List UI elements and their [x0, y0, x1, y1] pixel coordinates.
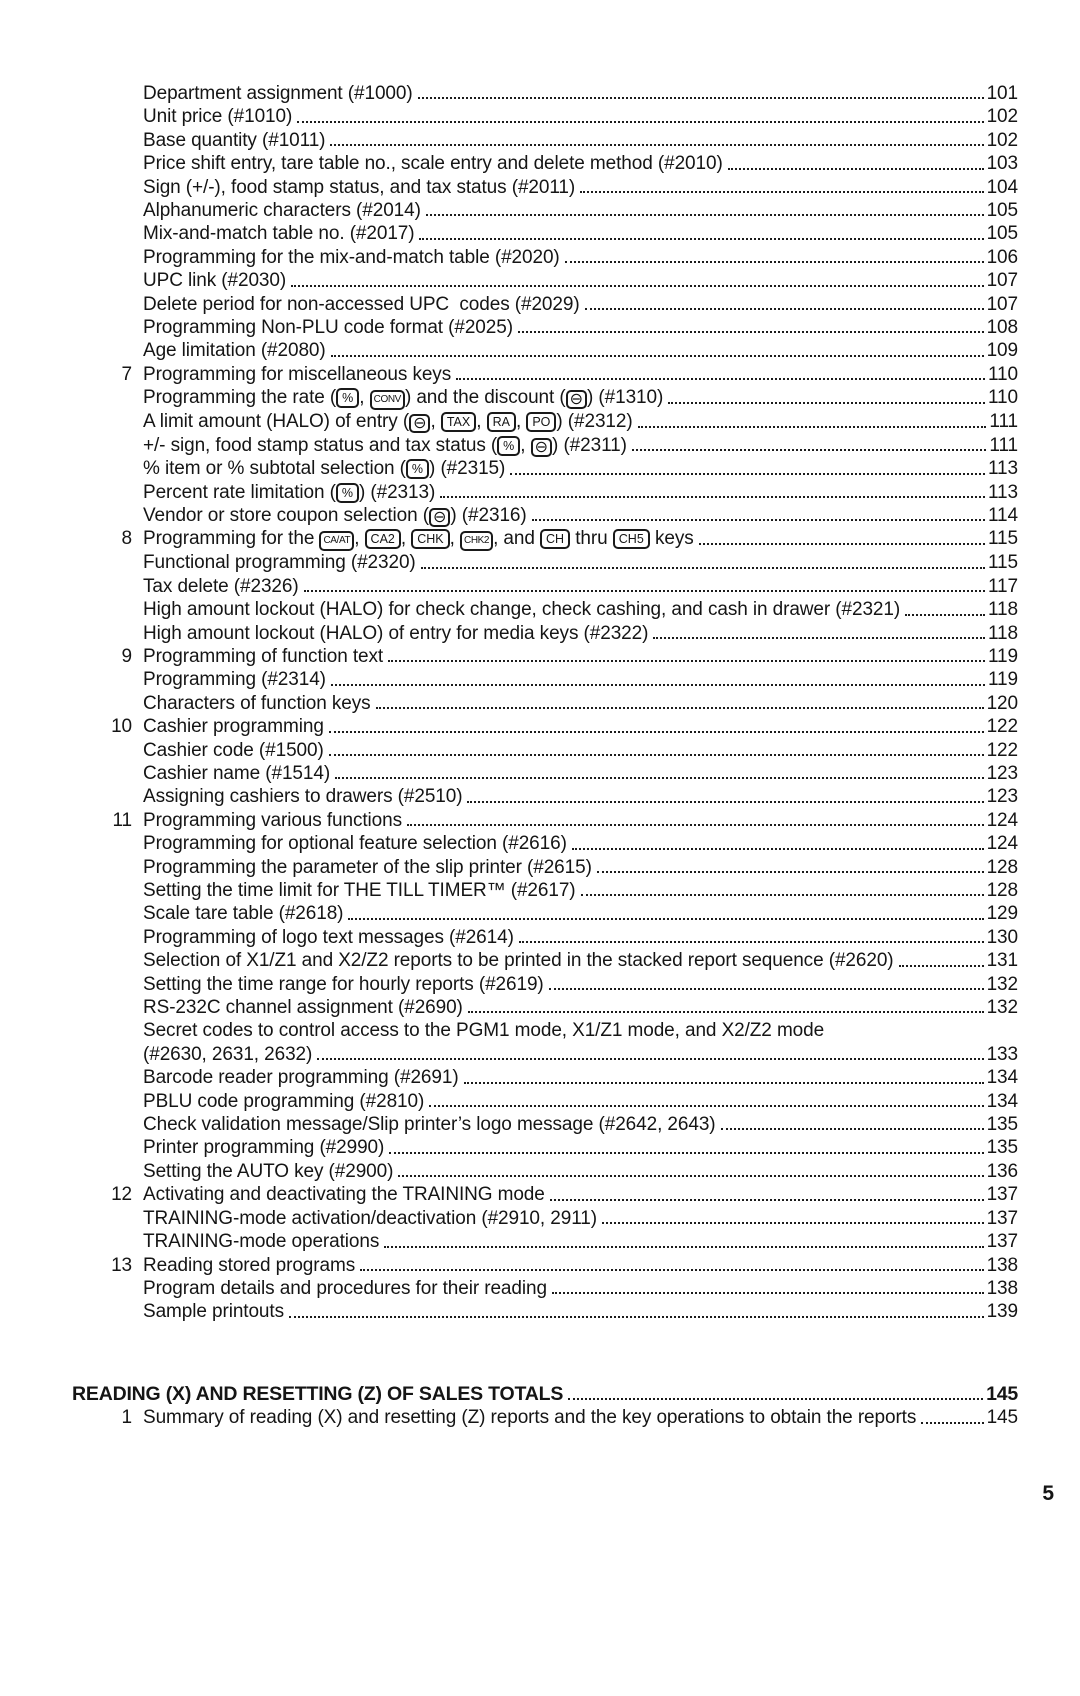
- percent-keycap-icon: %: [336, 483, 359, 503]
- discount-keycap-icon: ⊖: [409, 414, 430, 433]
- toc-entry-label: Printer programming (#2990): [143, 1137, 385, 1159]
- toc-entry: [72, 434, 1018, 457]
- dot-leader: [550, 1199, 984, 1201]
- toc-entry: [72, 1230, 1018, 1253]
- toc-entry: [72, 715, 1018, 738]
- dot-leader: [329, 754, 984, 756]
- toc-entry-label: High amount lockout (HALO) for check change, check cashing, and cash in drawer (#2321): [143, 599, 901, 621]
- label-text: Programming the rate (: [143, 387, 337, 409]
- toc-entry: [72, 152, 1018, 175]
- percent-keycap-icon: %: [497, 436, 520, 456]
- conversion-keycap-icon: CONV: [370, 390, 405, 410]
- label-text: ) (#2315): [429, 458, 506, 480]
- toc-entry-label: Programming of logo text messages (#2614): [143, 926, 514, 948]
- label-text: ) (#2312): [556, 411, 633, 433]
- label-text: ,: [354, 528, 365, 550]
- toc-entry-page: 109: [986, 340, 1018, 362]
- toc-entry: [72, 246, 1018, 269]
- dot-leader: [668, 402, 985, 404]
- toc-entry-page: 113: [988, 481, 1018, 503]
- toc-entry: [72, 1406, 1018, 1429]
- toc-entry-page: 102: [986, 106, 1018, 128]
- dot-leader: [580, 191, 983, 193]
- toc-entry: [72, 785, 1018, 808]
- toc-entry-page: 119: [988, 669, 1018, 691]
- toc-entry: [72, 1254, 1018, 1277]
- toc-entry-label: Unit price (#1010): [143, 106, 293, 128]
- dot-leader: [297, 121, 983, 123]
- label-text: ,: [449, 528, 460, 550]
- toc-entry-page: 117: [988, 575, 1018, 597]
- percent-keycap-icon: %: [406, 459, 429, 479]
- toc-entry: [72, 1019, 1018, 1042]
- toc-entry-label: [143, 457, 505, 480]
- toc-entry-page: 115: [988, 552, 1018, 574]
- toc-entry-label: Program details and procedures for their reading: [143, 1277, 547, 1299]
- toc-entry-number: 7: [121, 363, 132, 385]
- toc-entry-label: [143, 386, 663, 410]
- toc-entry: [72, 809, 1018, 832]
- toc-entry-label: Sign (+/-), food stamp status, and tax status (#2011): [143, 176, 576, 198]
- toc-entry-page: 132: [986, 973, 1018, 995]
- dot-leader: [384, 1246, 983, 1248]
- toc-entry-label: Base quantity (#1011): [143, 129, 326, 151]
- dot-leader: [581, 894, 984, 896]
- dot-leader: [331, 355, 984, 357]
- toc-entry-page: 105: [986, 223, 1018, 245]
- dot-leader: [568, 1398, 983, 1400]
- toc-entry: [72, 1207, 1018, 1230]
- dot-leader: [899, 965, 984, 967]
- toc-entry: [72, 199, 1018, 222]
- dot-leader: [335, 777, 984, 779]
- toc-entry-page: 119: [988, 645, 1018, 667]
- dot-leader: [348, 918, 983, 920]
- toc-entry: [72, 1043, 1018, 1066]
- toc-entry-page: 128: [986, 856, 1018, 878]
- toc-entry: [72, 996, 1018, 1019]
- dot-leader: [653, 637, 985, 639]
- toc-entry-label: Assigning cashiers to drawers (#2510): [143, 786, 463, 808]
- dot-leader: [585, 308, 984, 310]
- toc-entry-label: UPC link (#2030): [143, 270, 287, 292]
- dot-leader: [905, 614, 985, 616]
- toc-entry-page: 132: [986, 997, 1018, 1019]
- dot-leader: [565, 261, 984, 263]
- dot-leader: [429, 1105, 983, 1107]
- ca2-keycap-icon: CA2: [365, 529, 401, 549]
- dot-leader: [376, 707, 984, 709]
- label-text: ) (#2316): [450, 504, 527, 526]
- dot-leader: [388, 660, 985, 662]
- toc-entry-page: 130: [986, 926, 1018, 948]
- dot-leader: [330, 144, 983, 146]
- toc-entry: [72, 1113, 1018, 1136]
- label-text: ,: [476, 411, 487, 433]
- label-text: thru: [570, 528, 613, 550]
- toc-entry-label: Summary of reading (X) and resetting (Z) reports and the key operations to obtain the reports: [143, 1407, 917, 1429]
- label-text: ,: [359, 387, 370, 409]
- toc-entry-label: Age limitation (#2080): [143, 340, 326, 362]
- toc-entry: [72, 1183, 1018, 1206]
- dot-leader: [289, 1316, 984, 1318]
- dot-leader: [440, 496, 985, 498]
- toc-entry-page: 131: [986, 950, 1018, 972]
- toc-entry: [72, 269, 1018, 292]
- toc-entry-label: Setting the AUTO key (#2900): [143, 1160, 394, 1182]
- toc-entry-page: 111: [989, 434, 1018, 456]
- toc-entry-page: 136: [986, 1160, 1018, 1182]
- toc-entry-page: 124: [986, 809, 1018, 831]
- tax-keycap-icon: TAX: [441, 412, 476, 432]
- toc-entry: [72, 504, 1018, 527]
- toc-entry-label: Activating and deactivating the TRAINING mode: [143, 1184, 545, 1206]
- dot-leader: [419, 238, 983, 240]
- toc-entry-label: High amount lockout (HALO) of entry for media keys (#2322): [143, 622, 649, 644]
- label-text: ,: [515, 411, 527, 433]
- toc-entry-label: Programming for optional feature selection (#2616): [143, 833, 567, 855]
- toc-entry: [72, 739, 1018, 762]
- dot-leader: [510, 473, 985, 475]
- toc-entry-page: 134: [986, 1090, 1018, 1112]
- toc-entry: [72, 481, 1018, 504]
- discount-keycap-icon: ⊖: [429, 508, 450, 527]
- toc-entry: [72, 363, 1018, 386]
- toc-entry-label: Programming the parameter of the slip printer (#2615): [143, 856, 592, 878]
- toc-entry-label: Functional programming (#2320): [143, 552, 416, 574]
- toc-entry-page: 123: [986, 786, 1018, 808]
- toc-entry-page: 129: [986, 903, 1018, 925]
- toc-entry-page: 134: [986, 1067, 1018, 1089]
- toc-entry-label: Department assignment (#1000): [143, 83, 413, 104]
- toc-entry: [72, 879, 1018, 902]
- dot-leader: [721, 1128, 984, 1130]
- label-text: A limit amount (HALO) of entry (: [143, 411, 410, 433]
- toc-entry-page: 107: [986, 270, 1018, 292]
- toc-entry-label: [143, 434, 627, 457]
- dot-leader: [467, 801, 983, 803]
- toc-entry-page: 137: [986, 1207, 1018, 1229]
- label-text: % item or % subtotal selection (: [143, 458, 406, 480]
- toc-entry-number: 12: [111, 1184, 132, 1206]
- dot-leader: [638, 426, 987, 428]
- toc-entry: [72, 762, 1018, 785]
- toc-entry: [72, 1160, 1018, 1183]
- toc-entry-label: Sample printouts: [143, 1301, 284, 1323]
- toc-entry-label: [143, 527, 694, 551]
- toc-entry-page: 133: [986, 1043, 1018, 1065]
- toc-entry-label: Characters of function keys: [143, 692, 371, 714]
- toc-entry-page: 118: [988, 622, 1018, 644]
- po-keycap-icon: PO: [526, 412, 556, 432]
- dot-leader: [572, 848, 984, 850]
- toc-entry-number: 11: [112, 809, 132, 831]
- toc-entry: [72, 129, 1018, 152]
- toc-entry: [72, 339, 1018, 362]
- toc-entry-page: 124: [986, 833, 1018, 855]
- toc-entry-label: Programming for the mix-and-match table (#2020): [143, 246, 560, 268]
- dot-leader: [549, 988, 984, 990]
- dot-leader: [728, 168, 984, 170]
- toc-entry-page: 122: [986, 716, 1018, 738]
- toc-entry-label: Secret codes to control access to the PGM1 mode, X1/Z1 mode, and X2/Z2 mode: [143, 1020, 825, 1042]
- toc-entry: [72, 1136, 1018, 1159]
- label-text: Vendor or store coupon selection (: [143, 504, 429, 526]
- toc-entry-page: 123: [986, 762, 1018, 784]
- toc-entry: [72, 926, 1018, 949]
- label-text: Percent rate limitation (: [143, 481, 336, 503]
- toc-entry: [72, 457, 1018, 480]
- toc-entry-label: (#2630, 2631, 2632): [143, 1043, 313, 1065]
- toc-entry-label: [143, 504, 527, 527]
- toc-entry-page: 135: [986, 1114, 1018, 1136]
- toc-entry: [72, 1300, 1018, 1323]
- toc-entry: [72, 293, 1018, 316]
- toc-entry: [72, 622, 1018, 645]
- toc-entry-page: 103: [986, 153, 1018, 175]
- toc-entry: [72, 527, 1018, 551]
- toc-entry-label: Reading stored programs: [143, 1254, 356, 1276]
- toc-entry-page: 138: [986, 1277, 1018, 1299]
- toc-entry-page: 104: [986, 176, 1018, 198]
- toc-entry-label: Delete period for non-accessed UPC codes (#2029): [143, 293, 580, 315]
- dot-leader: [360, 1269, 984, 1271]
- chk2-keycap-icon: CHK2: [460, 531, 493, 551]
- toc-entry: [72, 386, 1018, 410]
- toc-entry-page: 128: [986, 880, 1018, 901]
- toc-entry: [72, 222, 1018, 245]
- toc-entry-page: 145: [986, 1382, 1018, 1405]
- toc-entry-page: 106: [986, 246, 1018, 268]
- toc-entry-page: 122: [986, 739, 1018, 761]
- toc-entry-page: 135: [986, 1137, 1018, 1159]
- toc-entry-page: 137: [986, 1184, 1018, 1206]
- label-text: , and: [493, 528, 541, 550]
- toc-entry-label: Cashier programming: [143, 716, 324, 738]
- dot-leader: [632, 449, 987, 451]
- label-text: ) (#2313): [358, 481, 436, 503]
- toc-entry: [72, 551, 1018, 574]
- percent-keycap-icon: %: [336, 388, 359, 408]
- dot-leader: [291, 285, 984, 287]
- label-text: ,: [520, 434, 531, 456]
- toc-entry-page: 101: [986, 83, 1018, 104]
- toc-entry-label: READING (X) AND RESETTING (Z) OF SALES TOTALS: [72, 1382, 564, 1405]
- toc-entry-page: 111: [989, 411, 1018, 433]
- label-text: ) (#1310): [587, 387, 664, 409]
- toc-entry: [72, 902, 1018, 925]
- toc-entry-page: 113: [988, 458, 1018, 480]
- toc-entry-number: 8: [121, 528, 132, 550]
- label-text: ) (#2311): [552, 434, 627, 456]
- toc-entry: [72, 176, 1018, 199]
- toc-entry: [72, 410, 1018, 433]
- dot-leader: [921, 1422, 983, 1424]
- label-text: ,: [400, 528, 412, 550]
- label-text: Programming for the: [143, 528, 320, 550]
- toc-entry-page: 138: [986, 1254, 1018, 1276]
- toc-entry: [72, 949, 1018, 972]
- toc-entry-label: Cashier code (#1500): [143, 739, 324, 761]
- toc-entry-label: [143, 481, 435, 504]
- toc-entry-label: Mix-and-match table no. (#2017): [143, 223, 415, 245]
- ra-keycap-icon: RA: [487, 412, 516, 432]
- toc-entry-label: Programming various functions: [143, 809, 402, 831]
- toc-entry-label: TRAINING-mode activation/deactivation (#2910, 2911): [143, 1207, 597, 1229]
- toc-entry-label: Programming (#2314): [143, 669, 326, 691]
- dot-leader: [464, 1082, 984, 1084]
- toc-entry-label: Programming Non-PLU code format (#2025): [143, 317, 513, 339]
- toc-entry-number: 10: [111, 716, 132, 738]
- dot-leader: [597, 871, 984, 873]
- dot-leader: [518, 331, 984, 333]
- dot-leader: [552, 1292, 984, 1294]
- dot-leader: [389, 1152, 983, 1154]
- dot-leader: [602, 1222, 984, 1224]
- toc-entry-label: Barcode reader programming (#2691): [143, 1067, 459, 1089]
- toc-entry-label: Programming of function text: [143, 645, 384, 667]
- toc-entry-label: Setting the time range for hourly reports (#2619): [143, 973, 544, 995]
- toc-entry-label: RS-232C channel assignment (#2690): [143, 997, 463, 1019]
- toc-entry: [72, 598, 1018, 621]
- label-text: ,: [430, 411, 441, 433]
- toc-entry-label: Setting the time limit for THE TILL TIMER™ (#2617): [143, 880, 576, 901]
- toc-entry-number: 9: [121, 645, 132, 667]
- toc-entry-label: PBLU code programming (#2810): [143, 1090, 425, 1112]
- toc-entry-label: Tax delete (#2326): [143, 575, 299, 597]
- toc-entry-page: 115: [988, 528, 1018, 550]
- toc-entry: [72, 692, 1018, 715]
- toc-entry-label: Price shift entry, tare table no., scale entry and delete method (#2010): [143, 153, 723, 175]
- toc-entry-label: Scale tare table (#2618): [143, 903, 344, 925]
- toc-entry-label: TRAINING-mode operations: [143, 1231, 380, 1253]
- toc-entry-label: [143, 410, 633, 433]
- page-number: 5: [1042, 1482, 1054, 1505]
- toc-entry-page: 102: [986, 129, 1018, 151]
- dot-leader: [418, 97, 984, 99]
- dot-leader: [519, 941, 984, 943]
- toc-entry: [72, 575, 1018, 598]
- toc-entry-page: 114: [988, 504, 1018, 526]
- toc-entry-page: 139: [986, 1301, 1018, 1323]
- caat-keycap-icon: CA/AT: [319, 531, 354, 551]
- toc-entry-number: 13: [111, 1254, 132, 1276]
- discount-keycap-icon: ⊖: [566, 390, 587, 409]
- toc-entry-label: Programming for miscellaneous keys: [143, 363, 452, 385]
- toc-chapter-heading: [72, 1383, 1018, 1406]
- toc-entry-page: 110: [988, 387, 1018, 409]
- toc-entry: [72, 668, 1018, 691]
- toc-entry-page: 108: [986, 317, 1018, 339]
- toc-entry: [72, 1066, 1018, 1089]
- toc-entry-label: Selection of X1/Z1 and X2/Z2 reports to be printed in the stacked report sequence (#2620): [143, 950, 894, 972]
- toc-entry-page: 145: [986, 1407, 1018, 1429]
- dot-leader: [421, 567, 985, 569]
- toc-entry-page: 105: [986, 200, 1018, 222]
- toc-entry: [72, 316, 1018, 339]
- toc-entry: [72, 105, 1018, 128]
- ch-keycap-icon: CH: [540, 529, 570, 549]
- toc-entry-label: Alphanumeric characters (#2014): [143, 200, 421, 222]
- toc-entry-page: 118: [988, 599, 1018, 621]
- toc-entry: [72, 645, 1018, 668]
- dot-leader: [329, 731, 984, 733]
- dot-leader: [532, 519, 985, 521]
- label-text: +/- sign, food stamp status and tax status (: [143, 434, 498, 456]
- dot-leader: [468, 1011, 984, 1013]
- toc: [72, 82, 1018, 1430]
- label-text: ) and the discount (: [404, 387, 566, 409]
- dot-leader: [304, 590, 985, 592]
- dot-leader: [407, 824, 984, 826]
- toc-entry-number: 1: [121, 1407, 132, 1429]
- toc-entry-page: 137: [986, 1231, 1018, 1253]
- toc-entry-page: 120: [986, 692, 1018, 714]
- toc-entry-label: Check validation message/Slip printer’s logo message (#2642, 2643): [143, 1114, 716, 1136]
- toc-entry-page: 110: [988, 363, 1018, 385]
- dot-leader: [456, 378, 985, 380]
- toc-entry: [72, 1277, 1018, 1300]
- toc-entry-page: 107: [986, 293, 1018, 315]
- chk-keycap-icon: CHK: [411, 529, 449, 549]
- toc-entry: [72, 832, 1018, 855]
- dot-leader: [426, 214, 984, 216]
- toc-entry: [72, 856, 1018, 879]
- discount-keycap-icon: ⊖: [531, 438, 552, 457]
- label-text: keys: [649, 528, 694, 550]
- dot-leader: [317, 1058, 983, 1060]
- dot-leader: [699, 543, 985, 545]
- dot-leader: [331, 684, 985, 686]
- toc-entry: [72, 973, 1018, 996]
- ch5-keycap-icon: CH5: [613, 529, 650, 549]
- toc-entry: [72, 1090, 1018, 1113]
- dot-leader: [398, 1175, 983, 1177]
- toc-entry-label: Cashier name (#1514): [143, 762, 331, 784]
- toc-entry: [72, 82, 1018, 105]
